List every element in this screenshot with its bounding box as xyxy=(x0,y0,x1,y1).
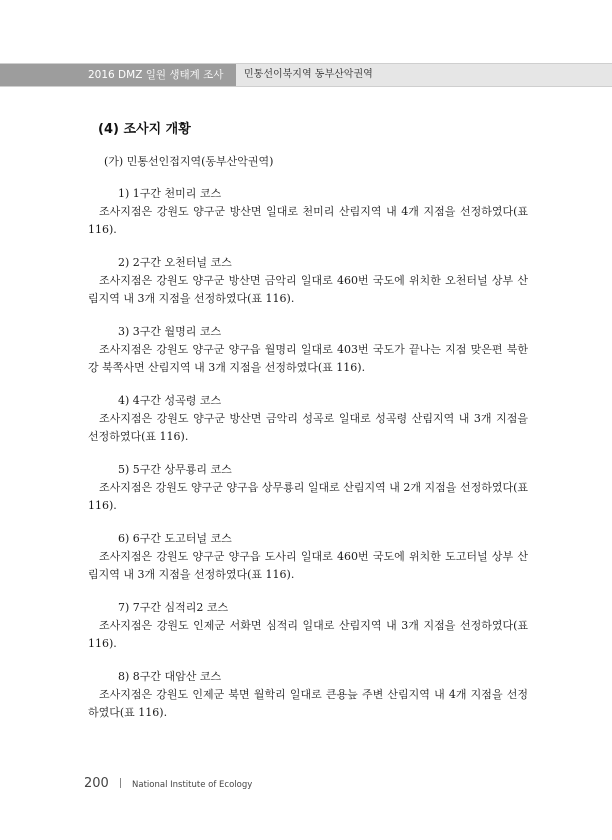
course-body: 조사지점은 강원도 양구군 양구읍 월명리 일대로 403번 국도가 끝나는 지점 맞은편 북한강 북쪽사면 산림지역 내 3개 지점을 선정하였다(표 116). xyxy=(88,343,528,374)
course-item xyxy=(88,392,528,446)
running-header xyxy=(0,63,612,87)
course-title: 6) 6구간 도고터널 코스 xyxy=(118,532,232,545)
course-item xyxy=(88,185,528,239)
course-title: 3) 3구간 월명리 코스 xyxy=(118,325,222,338)
section-title: (4) 조사지 개황 xyxy=(98,122,191,137)
footer-publisher: National Institute of Ecology xyxy=(132,780,253,790)
course-item xyxy=(88,461,528,515)
course-item xyxy=(88,254,528,308)
course-body: 조사지점은 강원도 양구군 방산면 금악리 일대로 460번 국도에 위치한 오천터널 상부 산림지역 내 3개 지점을 선정하였다(표 116). xyxy=(88,274,528,305)
course-body: 조사지점은 강원도 양구군 양구읍 상무룡리 일대로 산림지역 내 2개 지점을 선정하였다(표 116). xyxy=(88,481,528,512)
page-footer xyxy=(84,772,252,791)
course-body: 조사지점은 강원도 양구군 방산면 금악리 성곡로 일대로 성곡령 산림지역 내 3개 지점을 선정하였다(표 116). xyxy=(88,412,528,443)
course-title: 5) 5구간 상무룡리 코스 xyxy=(118,463,232,476)
course-title: 7) 7구간 심적리2 코스 xyxy=(118,601,229,614)
course-body: 조사지점은 강원도 양구군 방산면 일대로 천미리 산림지역 내 4개 지점을 선정하였다(표 116). xyxy=(88,205,528,236)
course-title: 1) 1구간 천미리 코스 xyxy=(118,187,222,200)
footer-divider xyxy=(120,778,121,788)
header-title: 2016 DMZ 일원 생태계 조사 xyxy=(0,64,236,86)
page-number: 200 xyxy=(84,776,109,791)
course-list xyxy=(88,185,528,737)
header-subtitle: 민통선이북지역 동부산악권역 xyxy=(244,69,373,80)
course-title: 2) 2구간 오천터널 코스 xyxy=(118,256,232,269)
course-body: 조사지점은 강원도 양구군 양구읍 도사리 일대로 460번 국도에 위치한 도고터널 상부 산림지역 내 3개 지점을 선정하였다(표 116). xyxy=(88,550,528,581)
course-body: 조사지점은 강원도 인제군 서화면 심적리 일대로 산림지역 내 3개 지점을 선정하였다(표 116). xyxy=(88,619,528,650)
course-item xyxy=(88,323,528,377)
course-item xyxy=(88,668,528,722)
course-item xyxy=(88,530,528,584)
course-item xyxy=(88,599,528,653)
course-title: 8) 8구간 대암산 코스 xyxy=(118,670,222,683)
subsection-title: (가) 민통선인접지역(동부산악권역) xyxy=(104,155,274,168)
course-title: 4) 4구간 성곡령 코스 xyxy=(118,394,222,407)
course-body: 조사지점은 강원도 인제군 북면 월학리 일대로 큰용늪 주변 산림지역 내 4개 지점을 선정하였다(표 116). xyxy=(88,688,528,719)
